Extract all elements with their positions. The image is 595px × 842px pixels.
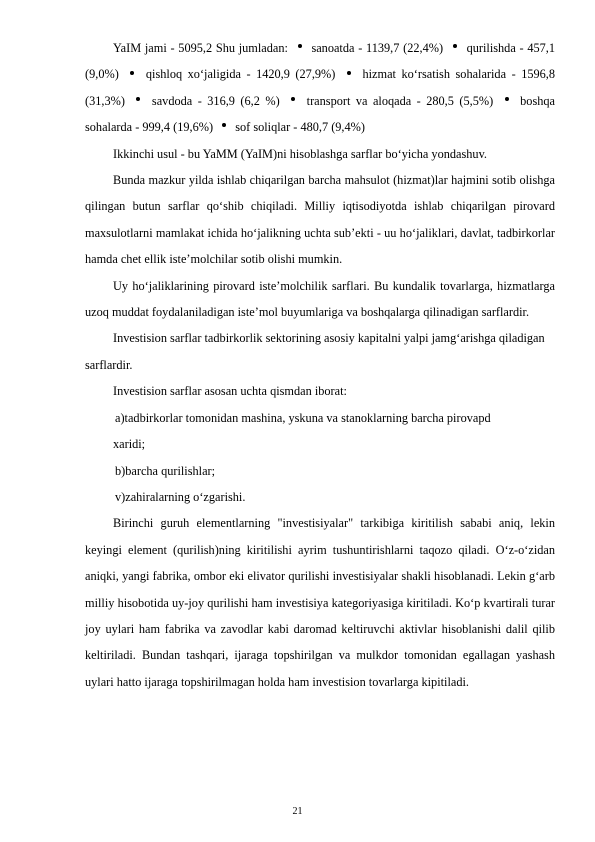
bullet-icon	[505, 97, 509, 101]
gdp-item: sof soliqlar - 480,7 (9,4%)	[235, 120, 365, 135]
gdp-item: savdoda - 316,9 (6,2 %)	[151, 93, 280, 108]
list-item-b: b)barcha qurilishlar;	[115, 463, 216, 478]
gdp-item: qishloq xo‘jaligida - 1420,9 (27,9%)	[145, 67, 336, 82]
gdp-item: transport va aloqada - 280,5 (5,5%)	[306, 93, 494, 108]
gdp-item: boshqa sohalarda - 999,4 (19,6%)	[85, 93, 555, 135]
bullet-icon	[222, 123, 226, 127]
paragraph-investment-parts: Investision sarflar asosan uchta qismdan iborat:	[113, 384, 347, 399]
gdp-breakdown-paragraph	[85, 35, 555, 141]
bullet-icon	[453, 44, 457, 48]
gdp-item: sanoatda - 1139,7 (22,4%)	[311, 41, 444, 55]
bullet-icon	[291, 97, 295, 101]
body-text	[85, 35, 555, 695]
gdp-item: qurilishda - 457,1 (9,0%)	[85, 41, 556, 82]
list-item-a-cont: xaridi;	[113, 437, 146, 452]
bullet-icon	[298, 44, 302, 48]
paragraph-household: Uy ho‘jaliklarining pirovard iste’molchilik sarflari. Bu kundalik tovarlarga, hizmatlarga uzoq muddat foydalaniladigan iste’mol buyumlariga va boshqalarga qilinadigan sarflardir.	[85, 278, 555, 320]
paragraph-investment-def: Investision sarflar tadbirkorlik sektorining asosiy kapitalni yalpi jamg‘arishga qiladigan sarflardir.	[85, 331, 545, 372]
paragraph-first-group: Birinchi guruh elementlarning "investisiyalar" tarkibiga kiritilish sababi aniq, lekin keyingi element (qurilish)ning kiritilishi ayrim tushuntirishlarni taqozo qiladi. O‘z-o‘zidan aniqki, yangi fabrika, ombor eki elivator qurilishi investisiyalar shakli hisoblanadi. Lekin g‘arb milliy hisobotida uy-joy qurilishi ham investisiya kategoriyasiga kiritiladi. Ko‘p kvartirali turar joy uylari ham fabrika va zavodlar kabi daromad keltiruvchi aktivlar hisoblanishi dalil qilib keltiriladi. Bundan tashqari, ijaraga topshirilgan va mulkdor tomonidan egallagan yashash uylari hatto ijaraga topshirilmagan holda ham investision tovarlarga kipitiladi.	[85, 516, 555, 689]
page-number: 21	[292, 806, 303, 817]
paragraph-second-method: Ikkinchi usul - bu YaMM (YaIM)ni hisoblashga sarflar bo‘yicha yondashuv.	[113, 146, 487, 161]
paragraph-expenditure: Bunda mazkur yilda ishlab chiqarilgan barcha mahsulot (hizmat)lar hajmini sotib olishga qilingan butun sarflar qo‘shib chiqiladi. Milliy iqtisodiyotda ishlab chiqarilgan pirovard maxsulotlarni mamlakat ichida ho‘jalikning uchta sub’ekti - uu ho‘jaliklari, davlat, tadbirkorlar hamda chet ellik iste’molchilar sotib olishi mumkin.	[85, 173, 555, 267]
bullet-icon	[130, 71, 134, 75]
list-item-a: a)tadbirkorlar tomonidan mashina, yskuna va stanoklarning barcha pirovapd	[115, 410, 491, 425]
bullet-icon	[136, 97, 140, 101]
list-item-v: v)zahiralarning o‘zgarishi.	[115, 489, 246, 504]
gdp-item: hizmat ko‘rsatish sohalarida - 1596,8 (31,3%)	[85, 67, 556, 108]
gdp-total: YaIM jami - 5095,2 Shu jumladan:	[113, 41, 288, 55]
bullet-icon	[347, 71, 351, 75]
